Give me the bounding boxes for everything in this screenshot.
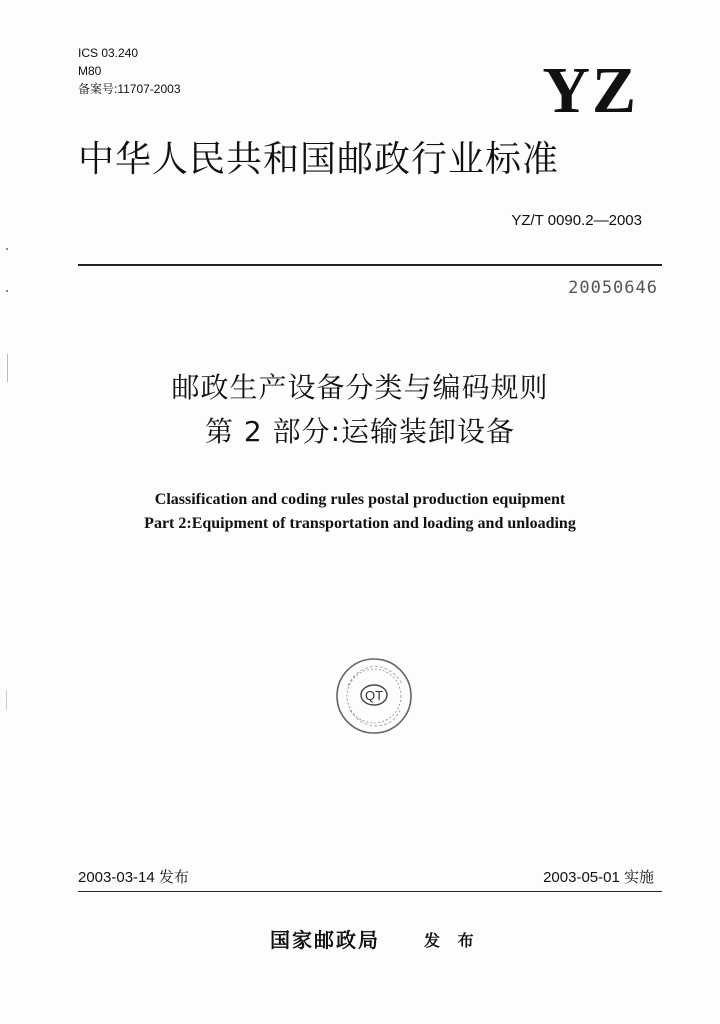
release-date: 2003-03-14 发布 (78, 869, 189, 886)
english-title-line1: Classification and coding rules postal production equipment (154, 491, 566, 508)
english-title-line2: Part 2:Equipment of transportation and loading and unloading (144, 515, 576, 532)
scan-mark (6, 248, 8, 250)
main-title: 中华人民共和国邮政行业标准 (78, 139, 560, 180)
publisher-name: 国家邮政局 (270, 928, 380, 952)
category-code: M80 (78, 64, 102, 78)
top-divider (78, 264, 662, 266)
yz-logo: YZ (542, 54, 638, 127)
standard-code: YZ/T 0090.2—2003 (511, 212, 642, 229)
stamp-number: 20050646 (568, 278, 658, 298)
scan-mark (6, 290, 8, 292)
scan-mark (7, 354, 8, 382)
ics-code: ICS 03.240 (78, 46, 139, 60)
seal-text: QT (364, 688, 384, 703)
scan-mark (6, 690, 7, 710)
record-number: 备案号:11707-2003 (78, 82, 181, 96)
effective-date: 2003-05-01 实施 (543, 869, 654, 886)
chinese-title-line1: 邮政生产设备分类与编码规则 (171, 371, 549, 404)
library-seal-stamp (334, 656, 414, 736)
publish-action: 发 布 (424, 931, 480, 950)
classification-meta (78, 44, 181, 98)
bottom-divider (78, 891, 662, 892)
chinese-title-line2: 第 2 部分:运输装卸设备 (204, 415, 516, 448)
